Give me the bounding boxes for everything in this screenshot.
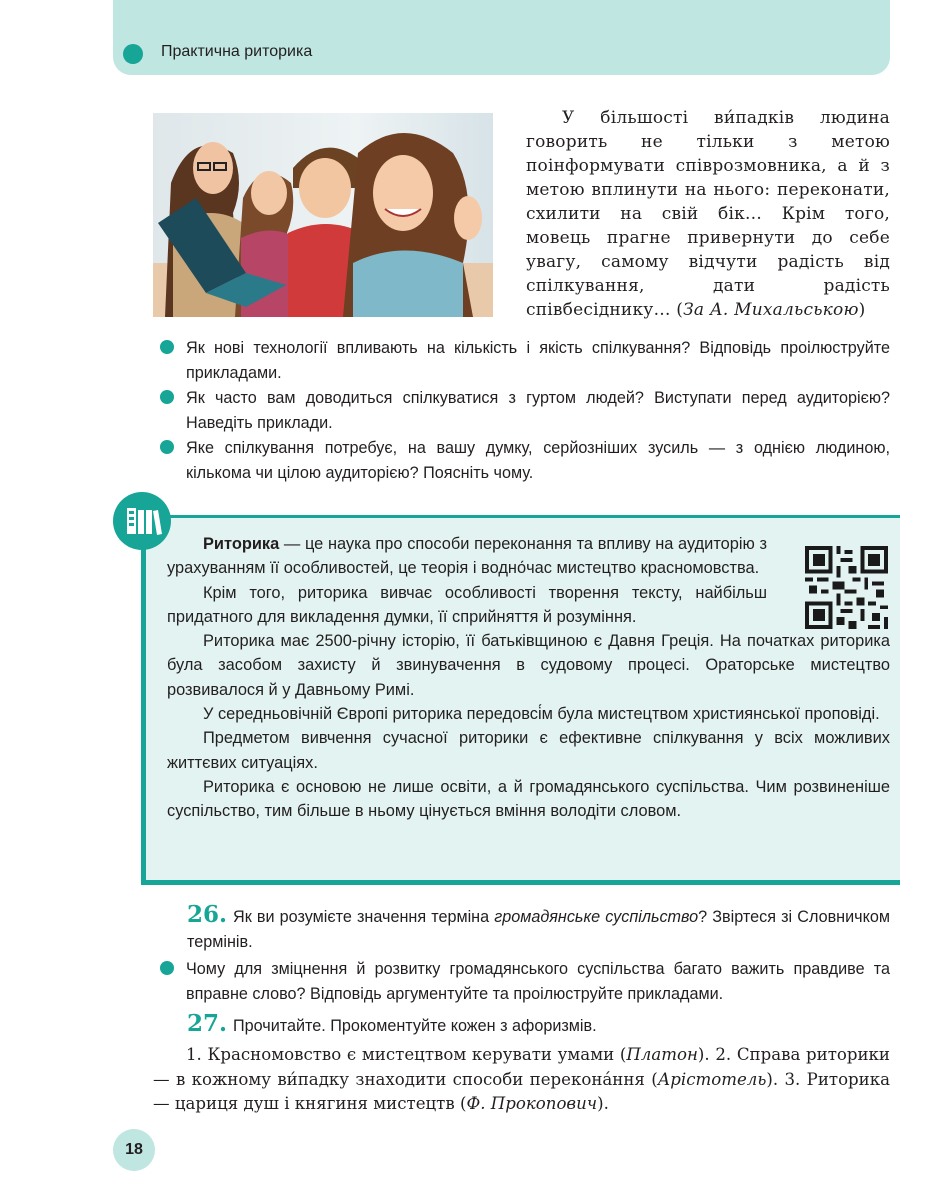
list-item: Як часто вам доводиться спілкуватися з гуртом людей? Виступати перед аудиторією? Наведіть приклади.	[158, 386, 890, 436]
list-item: Як нові технології впливають на кількість і якість спілкування? Відповідь проілюструйте прикладами.	[158, 336, 890, 386]
task-number: 27.	[187, 1010, 228, 1037]
list-item: Яке спілкування потребує, на вашу думку, серйозніших зусиль — з однією людиною, кількома чи цілою аудиторією? Поясніть чому.	[158, 436, 890, 486]
task-term: громадянське суспільство	[494, 908, 699, 926]
task-26: 26. Як ви розумієте значення терміна громадянське суспільство? Звіртеся зі Словничком термінів.	[187, 901, 890, 951]
bullet-dot-icon	[160, 390, 174, 404]
bullet-dot-icon	[160, 340, 174, 354]
definition-paragraph: Риторика має 2500-річну історію, її батьківщиною є Давня Греція. На початках риторика була засобом захисту й звинувачення в судовому процесі. Ораторське мистецтво розвивалося й у Давньому Римі.	[167, 632, 890, 699]
definition-paragraph: Крім того, риторика вивчає особливості творення тексту, найбільш придатного для викладення думки, її сприйняття й розуміння.	[167, 583, 767, 626]
aphorisms-text: 1. Красномовство є мистецтвом керувати умами (Платон). 2. Справа риторики — в кожному ви́падку знаходити способи переконáння (Арістотель). 3. Риторика — цариця душ і княгиня мистецтв (Ф. Прокопович).	[153, 1045, 890, 1113]
bullet-dot-icon	[160, 440, 174, 454]
discussion-questions	[158, 336, 890, 486]
task-26-question	[158, 957, 890, 1007]
quote-source: За А. Михальською	[683, 300, 859, 320]
author-name: Арістотель	[657, 1069, 767, 1089]
intro-quote	[526, 106, 890, 322]
term-rhetoric: Риторика	[203, 535, 280, 553]
teens-photo	[153, 113, 493, 317]
section-header	[113, 0, 890, 75]
definition-paragraph: У середньовічній Європі риторика передовсі́м була мистецтвом християнської проповіді.	[203, 705, 880, 724]
author-name: Ф. Прокопович	[466, 1094, 598, 1113]
definition-paragraph: Риторика — це наука про способи переконання та впливу на аудиторію з урахуванням її особливостей, це теорія і водно́час мистецтво красномовства.	[167, 535, 767, 578]
section-marker-dot	[123, 44, 143, 64]
task-27: 27. Прочитайте. Прокоментуйте кожен з афоризмів.	[187, 1010, 597, 1037]
task-number: 26.	[187, 901, 228, 928]
quote-close: )	[858, 300, 866, 320]
section-title: Практична риторика	[161, 43, 313, 60]
list-item: Чому для зміцнення й розвитку громадянського суспільства багато важить правдиве та вправне слово? Відповідь аргументуйте та проілюструйте прикладами.	[158, 957, 890, 1007]
rhetoric-definition-text	[167, 532, 890, 824]
definition-paragraph: Риторика є основою не лише освіти, а й громадянського суспільства. Чим розвиненіше суспільство, тим більше в ньому цінується вміння володіти словом.	[167, 777, 890, 821]
bullet-dot-icon	[160, 961, 174, 975]
page-number: 18	[113, 1129, 155, 1171]
book-shelf-icon	[113, 492, 171, 550]
author-name: Платон	[626, 1045, 698, 1064]
definition-paragraph: Предметом вивчення сучасної риторики є ефективне спілкування у всіх можливих життєвих ситуаціях.	[167, 729, 890, 772]
quote-text: У більшості ви́падків людина говорить не тільки з метою поінформувати співрозмовника, а й з метою вплинути на нього: переконати, схилити на свій бік… Крім того, мовець прагне привернути до себе увагу, самому відчути радість від спілкування, дати радість співбесіднику… (	[526, 108, 890, 320]
